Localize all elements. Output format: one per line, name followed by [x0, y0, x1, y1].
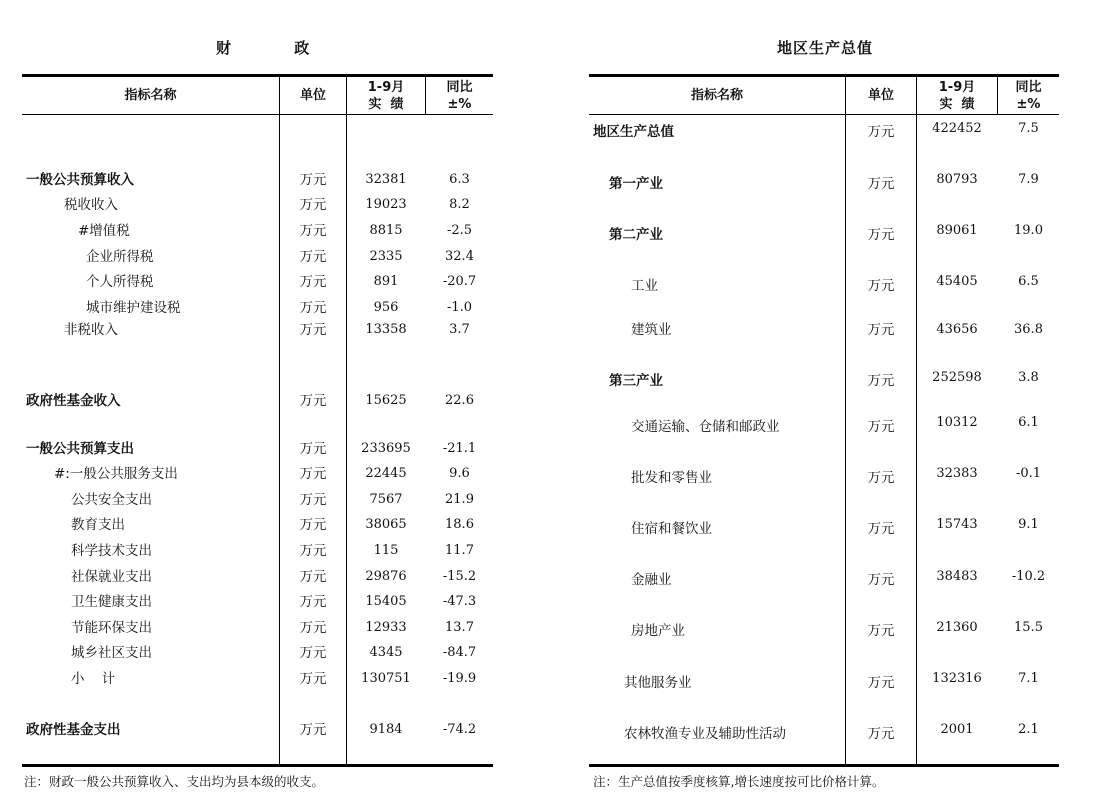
row-yoy: 22.6: [445, 393, 474, 408]
row-yoy: 15.5: [1014, 620, 1043, 635]
row-name: 金融业: [631, 572, 672, 588]
row-unit: 万元: [299, 466, 327, 482]
left-header-actual-line2: 实 绩: [368, 97, 404, 112]
row-name: 企业所得税: [86, 249, 154, 265]
row-unit: 万元: [299, 517, 327, 533]
row-name: 批发和零售业: [631, 470, 712, 486]
row-value: 21360: [936, 620, 978, 635]
row-name: 非税收入: [64, 322, 118, 338]
row-unit: 万元: [867, 419, 895, 435]
row-yoy: 18.6: [445, 517, 474, 532]
row-unit: 万元: [867, 623, 895, 639]
row-yoy: 7.5: [1018, 121, 1039, 136]
row-unit: 万元: [299, 722, 327, 738]
row-unit: 万元: [299, 274, 327, 290]
row-name: 地区生产总值: [593, 124, 674, 140]
row-value: 7567: [369, 492, 403, 507]
row-unit: 万元: [867, 521, 895, 537]
row-unit: 万元: [299, 492, 327, 508]
row-name: 节能环保支出: [71, 620, 152, 636]
row-unit: 万元: [299, 393, 327, 409]
row-unit: 万元: [867, 227, 895, 243]
row-yoy: 8.2: [449, 197, 470, 212]
row-value: 891: [373, 274, 399, 289]
row-yoy: -1.0: [446, 300, 473, 315]
row-value: 22445: [365, 466, 407, 481]
row-value: 15405: [365, 594, 407, 609]
row-unit: 万元: [867, 373, 895, 389]
right-header-actual-line1: 1-9月: [938, 80, 976, 95]
row-name: 工业: [631, 278, 658, 294]
row-yoy: 13.7: [445, 620, 474, 635]
left-footnote: 注：财政一般公共预算收入、支出均为县本级的收支。: [24, 774, 325, 789]
left-top-rule: [22, 74, 493, 77]
row-yoy: 6.1: [1018, 415, 1039, 430]
row-value: 15743: [936, 517, 978, 532]
right-top-rule: [589, 74, 1059, 77]
row-yoy: 32.4: [445, 249, 474, 264]
row-unit: 万元: [867, 675, 895, 691]
row-value: 115: [373, 543, 399, 558]
row-value: 10312: [936, 415, 978, 430]
row-name: 第三产业: [609, 373, 663, 389]
left-bottom-rule: [22, 764, 493, 767]
row-value: 15625: [365, 393, 407, 408]
finance-table-title: 财 政: [216, 39, 311, 57]
row-yoy: 36.8: [1014, 322, 1043, 337]
row-yoy: 6.5: [1018, 274, 1039, 289]
row-value: 32383: [936, 466, 978, 481]
row-unit: 万元: [867, 470, 895, 486]
row-unit: 万元: [299, 172, 327, 188]
row-value: 19023: [365, 197, 407, 212]
row-name: 第一产业: [609, 176, 663, 192]
row-unit: 万元: [299, 300, 327, 316]
row-unit: 万元: [299, 671, 327, 687]
row-unit: 万元: [867, 124, 895, 140]
row-value: 8815: [369, 223, 403, 238]
row-name: 建筑业: [631, 322, 672, 338]
row-yoy: -19.9: [442, 671, 477, 686]
right-header-rule: [589, 114, 1059, 115]
row-name: 个人所得税: [86, 274, 154, 290]
right-header-yoy-line1: 同比: [1015, 80, 1042, 95]
left-header-actual-line1: 1-9月: [367, 80, 405, 95]
row-yoy: -84.7: [442, 645, 477, 660]
row-value: 80793: [936, 172, 978, 187]
left-header-yoy: [426, 79, 493, 113]
left-header-yoy-line2: ±%: [447, 97, 472, 112]
right-bottom-rule: [589, 764, 1059, 767]
row-yoy: 6.3: [449, 172, 470, 187]
row-yoy: 2.1: [1018, 722, 1039, 737]
row-yoy: 7.1: [1018, 671, 1039, 686]
row-yoy: 3.8: [1018, 370, 1039, 385]
row-yoy: -74.2: [442, 722, 477, 737]
row-yoy: 9.1: [1018, 517, 1039, 532]
row-name: 小 计: [71, 671, 116, 687]
row-name: 公共安全支出: [71, 492, 152, 508]
row-name: 城乡社区支出: [71, 645, 152, 661]
right-footnote: 注：生产总值按季度核算,增长速度按可比价格计算。: [593, 774, 885, 789]
row-value: 422452: [932, 121, 982, 136]
row-value: 9184: [369, 722, 403, 737]
left-header-actual: [347, 79, 425, 113]
row-name: 科学技术支出: [71, 543, 152, 559]
row-value: 4345: [369, 645, 403, 660]
left-header-name: 指标名称: [124, 88, 177, 103]
row-name: 政府性基金支出: [26, 722, 121, 738]
row-yoy: 11.7: [445, 543, 474, 558]
row-yoy: -2.5: [446, 223, 473, 238]
right-header-actual-line2: 实 绩: [939, 97, 975, 112]
row-yoy: 7.9: [1018, 172, 1039, 187]
row-name: 社保就业支出: [71, 569, 152, 585]
row-value: 45405: [936, 274, 978, 289]
row-yoy: 9.6: [449, 466, 470, 481]
left-header-yoy-line1: 同比: [446, 80, 473, 95]
right-header-unit: 单位: [867, 88, 894, 103]
left-header-rule: [22, 114, 493, 115]
row-unit: 万元: [299, 594, 327, 610]
row-yoy: -10.2: [1011, 569, 1046, 584]
row-value: 38483: [936, 569, 978, 584]
row-unit: 万元: [299, 441, 327, 457]
row-value: 252598: [932, 370, 982, 385]
row-name: 农林牧渔专业及辅助性活动: [624, 726, 786, 742]
row-yoy: -20.7: [442, 274, 477, 289]
row-name: 房地产业: [631, 623, 685, 639]
row-value: 32381: [365, 172, 407, 187]
row-name: 住宿和餐饮业: [631, 521, 712, 537]
row-yoy: 3.7: [449, 322, 470, 337]
row-value: 13358: [365, 322, 407, 337]
row-name: 城市维护建设税: [86, 300, 181, 316]
row-value: 12933: [365, 620, 407, 635]
row-name: 一般公共预算收入: [26, 172, 134, 188]
right-header-yoy-line2: ±%: [1016, 97, 1041, 112]
row-unit: 万元: [299, 223, 327, 239]
row-value: 233695: [361, 441, 411, 456]
row-name: 卫生健康支出: [71, 594, 152, 610]
row-value: 132316: [932, 671, 982, 686]
row-name: #:一般公共服务支出: [54, 466, 178, 482]
row-value: 29876: [365, 569, 407, 584]
row-value: 43656: [936, 322, 978, 337]
row-name: 其他服务业: [624, 675, 692, 691]
row-name: 第二产业: [609, 227, 663, 243]
row-name: 一般公共预算支出: [26, 441, 134, 457]
row-unit: 万元: [867, 726, 895, 742]
row-value: 38065: [365, 517, 407, 532]
row-value: 2335: [369, 249, 403, 264]
row-unit: 万元: [867, 176, 895, 192]
row-value: 130751: [361, 671, 411, 686]
row-value: 2001: [940, 722, 974, 737]
left-header-unit: 单位: [299, 88, 326, 103]
row-yoy: -0.1: [1015, 466, 1042, 481]
row-yoy: -15.2: [442, 569, 477, 584]
row-name: 交通运输、仓储和邮政业: [631, 419, 780, 435]
row-unit: 万元: [299, 569, 327, 585]
gdp-table-title: 地区生产总值: [777, 39, 874, 57]
row-unit: 万元: [299, 322, 327, 338]
row-unit: 万元: [299, 645, 327, 661]
row-name: 政府性基金收入: [26, 393, 121, 409]
row-unit: 万元: [299, 249, 327, 265]
right-header-yoy: [998, 79, 1059, 113]
row-yoy: -47.3: [442, 594, 477, 609]
right-header-name: 指标名称: [690, 88, 743, 103]
row-name: 税收收入: [64, 197, 118, 213]
row-unit: 万元: [867, 322, 895, 338]
row-unit: 万元: [299, 197, 327, 213]
row-unit: 万元: [299, 543, 327, 559]
row-value: 956: [373, 300, 399, 315]
row-yoy: -21.1: [442, 441, 477, 456]
row-yoy: 19.0: [1014, 223, 1043, 238]
right-header-actual: [917, 79, 997, 113]
row-unit: 万元: [867, 572, 895, 588]
row-name: #增值税: [78, 223, 130, 239]
row-yoy: 21.9: [445, 492, 474, 507]
row-unit: 万元: [299, 620, 327, 636]
row-value: 89061: [936, 223, 978, 238]
row-name: 教育支出: [71, 517, 125, 533]
row-unit: 万元: [867, 278, 895, 294]
